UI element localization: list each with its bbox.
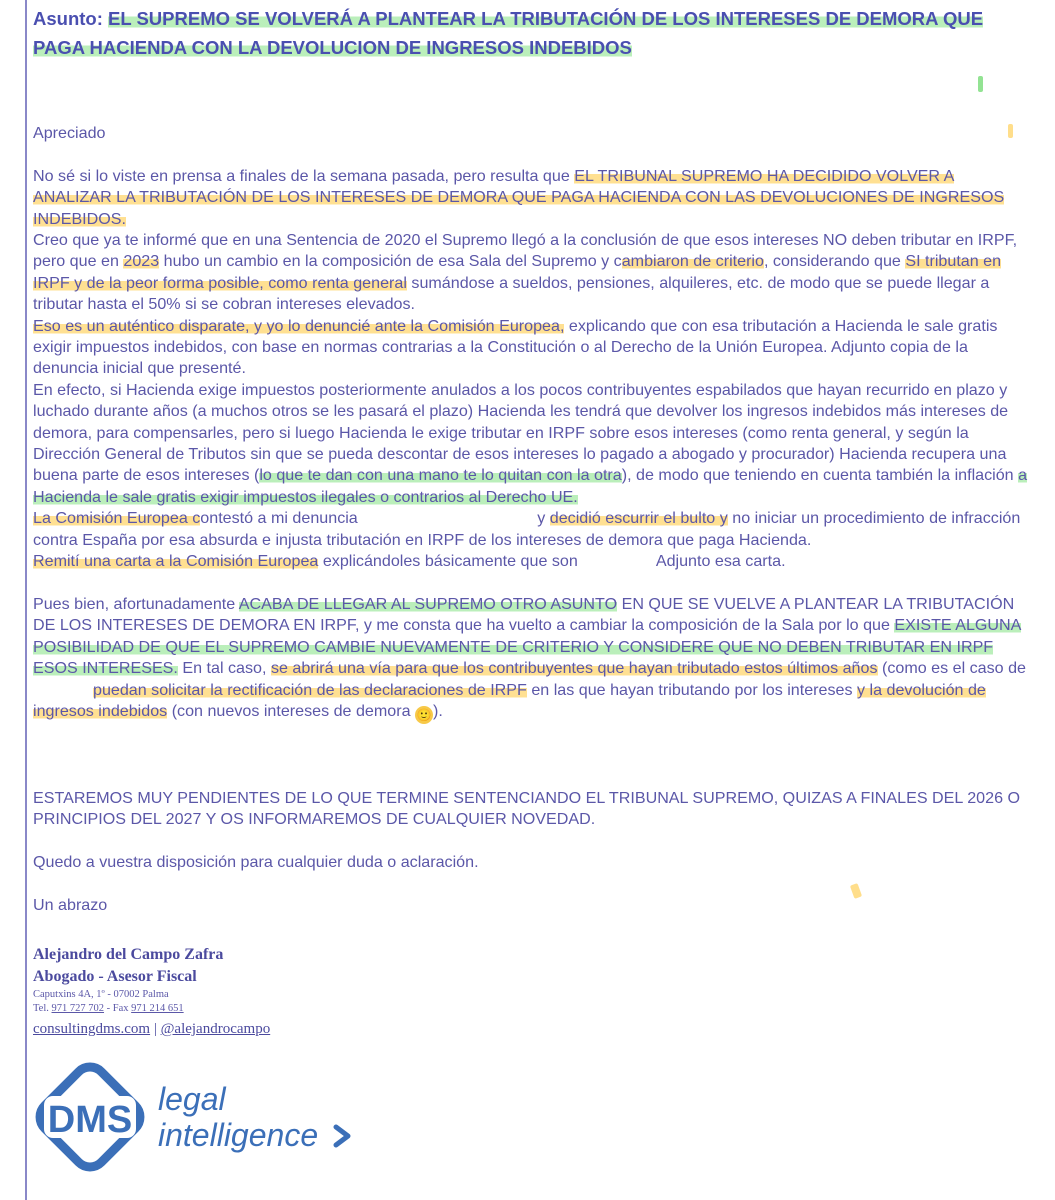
paragraph-3-highlight: Eso es un auténtico disparate, y yo lo denuncié ante la Comisión Europea, (33, 316, 565, 335)
paragraph-8: ESTAREMOS MUY PENDIENTES DE LO QUE TERMINE SENTENCIANDO EL TRIBUNAL SUPREMO, QUIZAS A FINALES DEL 2026 O PRINCIPIOS DEL 2027 Y OS INFORMAREMOS DE CUALQUIER NOVEDAD. (33, 788, 1021, 829)
dms-logo (30, 1060, 370, 1175)
tel-link[interactable]: 971 727 702 (51, 1003, 105, 1014)
chevron-right-icon (336, 1127, 348, 1145)
signature-role: Abogado - Asesor Fiscal (33, 968, 197, 985)
logo-line1: legal (158, 1081, 226, 1117)
paragraph-4-highlight-conclusion: a Hacienda le sale gratis exigir impuestos ilegales o contrarios al Derecho UE. (33, 466, 1028, 506)
signature-address: Caputxins 4A, 1º - 07002 Palma (33, 989, 169, 1000)
paragraph-7 (33, 594, 1033, 724)
links-separator: | (153, 1021, 157, 1037)
paragraph-7-highlight-asunto: ACABA DE LLEGAR AL SUPREMO OTRO ASUNTO (238, 594, 618, 613)
signature-block (33, 944, 633, 1039)
paragraph-5-text: ontestó a mi denuncia (200, 509, 358, 528)
paragraph-4-text: En efecto, si Hacienda exige impuestos posteriormente anulados a los pocos contribuyentes espabilados que hayan recurrido en plazo y luchado durante años (a muchos otros se les pasará el plazo) Hacienda les tendrá que devolver los ingresos indebidos más intereses de demora, para compensarles, pero si luego Hacienda le exige tributar en IRPF sobre esos intereses (como renta general, y según la Dirección General de Tributos sin que se pueda descontar de esos intereses lo pagado a abogado y procurador) Hacienda recupera una buena parte de esos intereses ( (33, 380, 1009, 485)
paragraph-7-text: EN QUE SE VUELVE A PLANTEAR LA TRIBUTACIÓN DE LOS INTERESES DE DEMORA EN IRPF, y me consta que ha vuelto a cambiar la composición de la Sala por lo que (33, 594, 1015, 635)
paragraph-6 (33, 551, 1033, 572)
paragraph-7-highlight-via: se abrirá una vía para que los contribuyentes que hayan tributado estos últimos años (270, 659, 878, 678)
paragraph-6-highlight: Remití una carta a la Comisión Europea (33, 552, 319, 571)
logo-line2: intelligence (158, 1117, 319, 1153)
signature-links (33, 1019, 633, 1039)
paragraph-7-text: en las que hayan tributando por los intereses (526, 680, 858, 699)
paragraph-2-text: sumándose a sueldos, pensiones, alquileres, etc. de modo que se puede llegar a tributar hasta el 50% si se cobran intereses elevados. (33, 273, 990, 314)
paragraph-3-text: explicando que con esa tributación a Hacienda le sale gratis exigir impuestos indebidos, con base en normas contrarias a la Constitución o al Derecho de la Unión Europea. Adjunto copia de la denuncia inicial que presenté. (33, 316, 998, 378)
tel-label: Tel. (33, 1003, 49, 1014)
paragraph-6-text: explicándoles básicamente que son (318, 552, 578, 571)
paragraph-4-highlight-quote: lo que te dan con una mano te lo quitan con la otra (259, 466, 622, 485)
paragraph-3 (33, 316, 1033, 380)
highlighter-mark (978, 76, 983, 92)
wink-emoji-icon: 🙂 (416, 707, 432, 722)
email-body (33, 123, 1033, 916)
closing: Un abrazo (33, 895, 108, 914)
paragraph-7-highlight-rectificacion: puedan solicitar la rectificación de las declaraciones de IRPF (93, 680, 527, 699)
dms-logo-mark-icon (30, 1060, 370, 1175)
paragraph-5-text: no iniciar un procedimiento de infracción contra España por esa absurda e injusta tributación en IRPF de los intereses de demora que paga Hacienda. (33, 509, 1021, 549)
paragraph-9: Quedo a vuestra disposición para cualquier duda o aclaración. (33, 853, 479, 872)
signature-phones (33, 1002, 633, 1016)
subject-line1: EL SUPREMO SE VOLVERÁ A PLANTEAR LA TRIBUTACIÓN DE LOS INTERESES DE DEMORA QUE (108, 8, 984, 29)
paragraph-2-highlight-year: 2023 (123, 252, 160, 271)
paragraph-6-text: Adjunto esa carta. (655, 552, 786, 571)
subject-label: Asunto: (33, 8, 103, 29)
paragraph-7-text: (como es el caso de (877, 659, 1027, 678)
website-link[interactable]: consultingdms.com (33, 1021, 151, 1037)
fax-label: - Fax (106, 1003, 129, 1014)
fax-link[interactable]: 971 214 651 (131, 1003, 184, 1014)
twitter-link[interactable]: @alejandrocampo (160, 1021, 271, 1037)
left-margin-line (25, 0, 27, 1200)
paragraph-7-text: En tal caso, (177, 659, 271, 678)
subject-line2: PAGA HACIENDA CON LA DEVOLUCION DE INGRESOS INDEBIDOS (33, 37, 632, 58)
greeting: Apreciado (33, 124, 106, 142)
paragraph-2-text: , considerando que (763, 252, 906, 271)
paragraph-1-text: No sé si lo viste en prensa a finales de la semana pasada, pero resulta que (33, 166, 575, 185)
paragraph-5-highlight: La Comisión Europea c (33, 509, 201, 528)
paragraph-7-highlight-posibilidad: EXISTE ALGUNA POSIBILIDAD DE QUE EL SUPREMO CAMBIE NUEVAMENTE DE CRITERIO Y CONSIDERE QUE NO DEBEN TRIBUTAR EN IRPF ESOS INTERESES. (33, 616, 1022, 678)
paragraph-2-text: hubo un cambio en la composición de esa Sala del Supremo y c (159, 252, 622, 271)
paragraph-7-highlight-devolucion: y la devolución de ingresos indebidos (33, 680, 986, 720)
paragraph-7-text: ). (433, 701, 443, 720)
paragraph-5-text: y (532, 509, 550, 528)
paragraph-5 (33, 508, 1033, 551)
paragraph-5-highlight-bulto: decidió escurrir el bulto y (549, 509, 728, 528)
paragraph-1 (33, 166, 1033, 230)
paragraph-1-highlight: EL TRIBUNAL SUPREMO HA DECIDIDO VOLVER A ANALIZAR LA TRIBUTACIÓN DE LOS INTERESES DE DEMORA QUE PAGA HACIENDA CON LAS DEVOLUCIONES DE INGRESOS INDEBIDOS. (33, 166, 1005, 228)
paragraph-7-text: Pues bien, afortunadamente (33, 594, 239, 613)
signature-name: Alejandro del Campo Zafra (33, 946, 224, 963)
logo-mark-text: DMS (47, 1099, 133, 1141)
paragraph-2-highlight-tax: SI tributan en IRPF y de la peor forma posible, como renta general (33, 252, 1002, 292)
paragraph-2 (33, 230, 1033, 316)
paragraph-7-text: (con nuevos intereses de demora (167, 701, 411, 720)
paragraph-2-text: Creo que ya te informé que en una Sentencia de 2020 el Supremo llegó a la conclusión de que esos intereses NO deben tributar en IRPF, pero que en (33, 231, 1018, 271)
paragraph-2-highlight-criteria: ambiaron de criterio (621, 252, 764, 271)
paragraph-4 (33, 380, 1033, 508)
paragraph-4-text: ), de modo que teniendo en cuenta también la inflación (621, 466, 1019, 485)
email-subject (33, 4, 1033, 62)
